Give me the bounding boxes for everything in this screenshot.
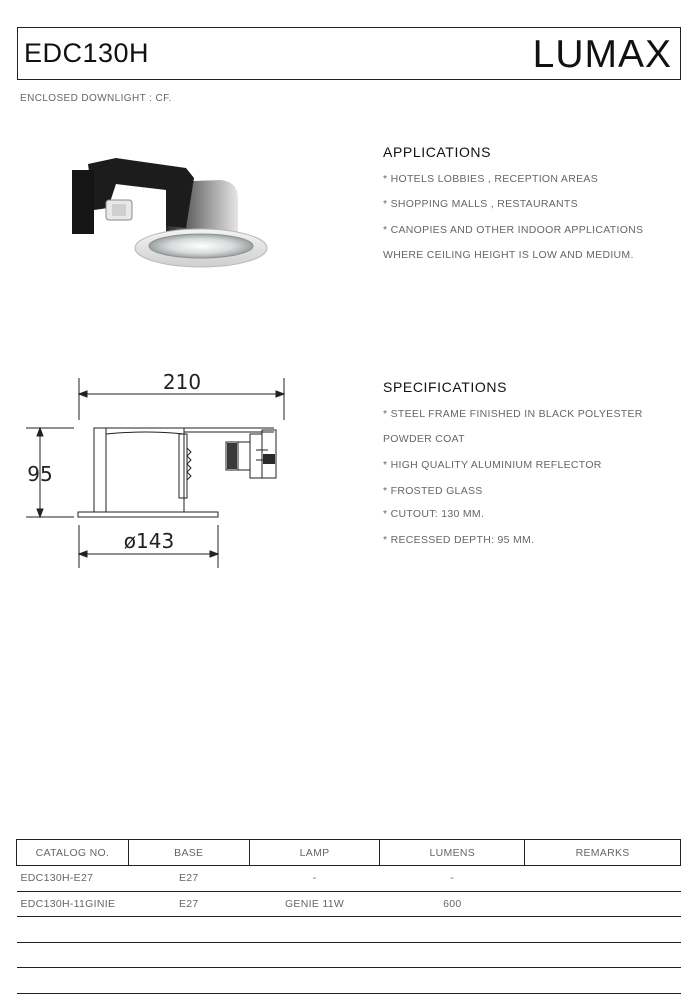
specifications-item: POWDER COAT — [383, 433, 465, 445]
product-subtitle: ENCLOSED DOWNLIGHT : CF. — [20, 93, 172, 104]
specifications-title: SPECIFICATIONS — [383, 379, 508, 395]
base-cell — [128, 942, 249, 968]
catalog-cell — [17, 917, 129, 943]
catalog-cell: EDC130H-E27 — [17, 866, 129, 892]
column-header-catalog: CATALOG NO. — [17, 840, 129, 866]
width-dimension-label: 210 — [162, 370, 202, 394]
cutout-dimension-label: ø143 — [123, 529, 175, 553]
specifications-item: * RECESSED DEPTH: 95 MM. — [383, 534, 535, 546]
table-header-row — [17, 840, 681, 866]
table-row — [17, 866, 681, 892]
applications-item: * CANOPIES AND OTHER INDOOR APPLICATIONS — [383, 224, 644, 236]
lamp-cell — [249, 942, 380, 968]
catalog-table — [16, 839, 681, 994]
remarks-cell — [525, 968, 681, 994]
lamp-cell — [249, 968, 380, 994]
column-header-lumens: LUMENS — [380, 840, 525, 866]
specifications-item: * STEEL FRAME FINISHED IN BLACK POLYESTER — [383, 408, 643, 420]
specifications-item: * FROSTED GLASS — [383, 485, 483, 497]
lamp-cell — [249, 917, 380, 943]
applications-item: * HOTELS LOBBIES , RECEPTION AREAS — [383, 173, 599, 185]
lumens-cell: 600 — [380, 891, 525, 917]
column-header-lamp: LAMP — [249, 840, 380, 866]
table-row — [17, 891, 681, 917]
table-row — [17, 968, 681, 994]
lamp-cell: - — [249, 866, 380, 892]
column-header-base: BASE — [128, 840, 249, 866]
brand-logo-text: LUMAX — [532, 33, 672, 76]
remarks-cell — [525, 891, 681, 917]
applications-title: APPLICATIONS — [383, 144, 492, 160]
base-cell: E27 — [128, 891, 249, 917]
table-row — [17, 917, 681, 943]
header-box — [17, 27, 681, 80]
height-dimension-label: 95 — [27, 462, 53, 486]
catalog-cell — [17, 968, 129, 994]
base-cell — [128, 968, 249, 994]
column-header-remarks: REMARKS — [525, 840, 681, 866]
base-cell — [128, 917, 249, 943]
catalog-cell — [17, 942, 129, 968]
lumens-cell — [380, 968, 525, 994]
lumens-cell — [380, 917, 525, 943]
remarks-cell — [525, 917, 681, 943]
model-number: EDC130H — [24, 38, 150, 68]
specifications-item: * HIGH QUALITY ALUMINIUM REFLECTOR — [383, 459, 602, 471]
remarks-cell — [525, 942, 681, 968]
dimension-drawing — [16, 360, 306, 580]
catalog-cell: EDC130H-11GINIE — [17, 891, 129, 917]
applications-item: * SHOPPING MALLS , RESTAURANTS — [383, 198, 578, 210]
lumens-cell: - — [380, 866, 525, 892]
remarks-cell — [525, 866, 681, 892]
table-row — [17, 942, 681, 968]
lamp-cell: GENIE 11W — [249, 891, 380, 917]
product-photo — [16, 130, 300, 335]
base-cell: E27 — [128, 866, 249, 892]
specifications-item: * CUTOUT: 130 MM. — [383, 508, 485, 520]
lumens-cell — [380, 942, 525, 968]
applications-item: WHERE CEILING HEIGHT IS LOW AND MEDIUM. — [383, 249, 634, 261]
